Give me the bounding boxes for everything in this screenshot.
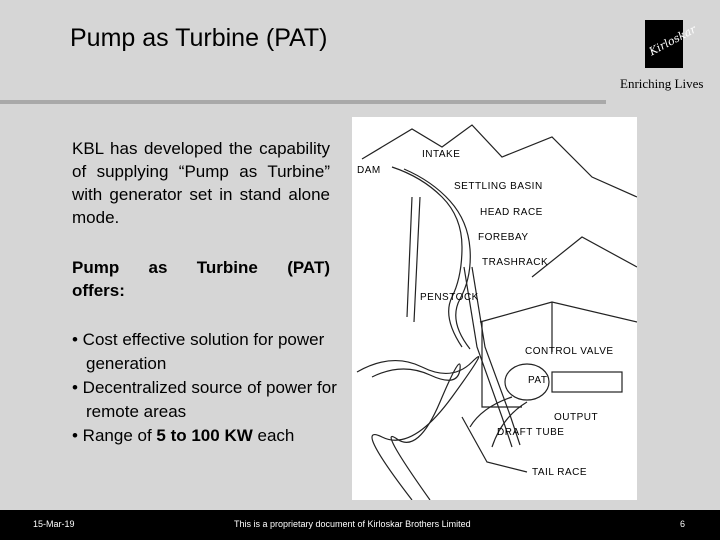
penstock-pipe bbox=[472, 267, 520, 445]
river bbox=[372, 364, 460, 500]
benefits-list bbox=[72, 328, 342, 448]
label-dam: DAM bbox=[357, 165, 381, 176]
label-forebay: FOREBAY bbox=[478, 232, 529, 243]
bullet-text: • Range of bbox=[72, 426, 157, 445]
page-number: 6 bbox=[680, 519, 686, 529]
label-tail-race: TAIL RACE bbox=[532, 467, 588, 478]
title-divider bbox=[0, 100, 606, 104]
label-trashrack: TRASHRACK bbox=[482, 257, 549, 268]
offers-heading bbox=[72, 256, 330, 302]
hydro-scheme-diagram bbox=[352, 117, 637, 500]
head-race-channel bbox=[404, 169, 470, 349]
offers-heading-line2: offers: bbox=[72, 281, 125, 300]
footer-bar bbox=[0, 510, 720, 540]
footer-note: This is a proprietary document of Kirloskar Brothers Limited bbox=[234, 519, 471, 529]
generator bbox=[552, 372, 622, 392]
label-control-valve: CONTROL VALVE bbox=[525, 346, 614, 357]
label-draft-tube: DRAFT TUBE bbox=[497, 427, 565, 438]
slide-title: Pump as Turbine (PAT) bbox=[70, 24, 328, 52]
powerhouse-roof bbox=[480, 302, 637, 322]
logo-text: Kirloskar bbox=[646, 22, 699, 59]
tagline: Enriching Lives bbox=[620, 76, 704, 91]
label-penstock: PENSTOCK bbox=[420, 292, 479, 303]
offers-heading-line1: Pump as Turbine (PAT) bbox=[72, 258, 330, 277]
bullet-item bbox=[72, 424, 342, 448]
waterfall bbox=[407, 197, 420, 322]
hydro-scheme-drawing bbox=[352, 117, 637, 500]
bullet-text: each bbox=[252, 426, 295, 445]
river bbox=[357, 357, 479, 500]
footer-date: 15-Mar-19 bbox=[33, 519, 75, 529]
label-settling-basin: SETTLING BASIN bbox=[454, 181, 543, 192]
label-head-race: HEAD RACE bbox=[480, 207, 543, 218]
label-intake: INTAKE bbox=[422, 149, 461, 160]
intro-paragraph: KBL has developed the capability of supplying “Pump as Turbine” with generator set in stand alone mode. bbox=[72, 139, 330, 227]
label-output: OUTPUT bbox=[554, 412, 599, 423]
bullet-bold-range: 5 to 100 KW bbox=[156, 426, 253, 445]
bullet-item: • Decentralized source of power for remote areas bbox=[72, 378, 337, 421]
head-race-channel bbox=[392, 167, 462, 347]
kirloskar-logo bbox=[645, 20, 699, 68]
label-pat: PAT bbox=[528, 375, 548, 386]
bullet-item: • Cost effective solution for power generation bbox=[72, 330, 325, 373]
